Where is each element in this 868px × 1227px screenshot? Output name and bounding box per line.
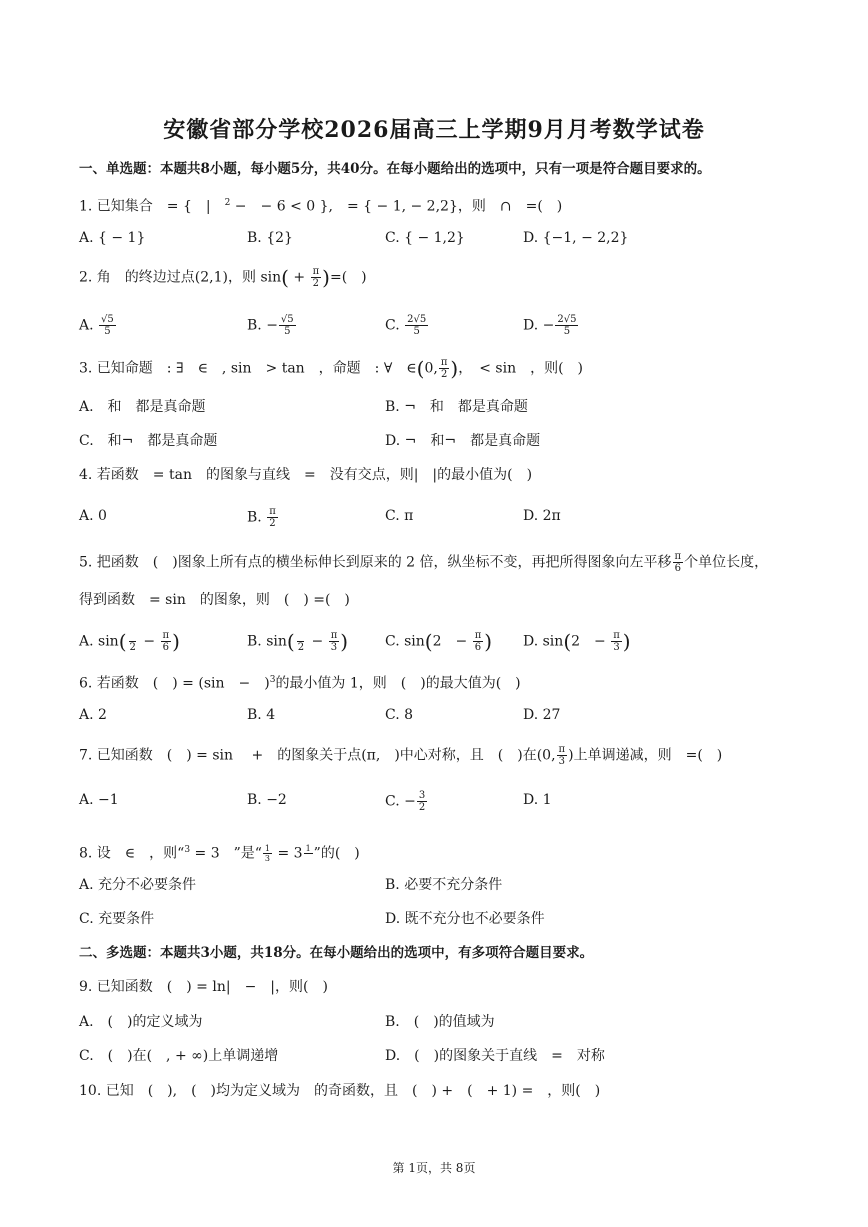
question-3: 3. 已知命题 : ∃ ∈ , sin > tan ，命题 : ∀ ∈(0, $\frac{\pi}{2}$ )， < sin ，则( ) (79, 356, 584, 381)
section-multiple-choice: 二、多选题：本题共3小题，共18分。在每小题给出的选项中，有多项符合题目要求。 (79, 945, 594, 961)
option-d[interactable]: D. − $\frac{2√5}{5}$ (523, 314, 577, 337)
question-2-options (0, 314, 868, 337)
question-10: 10. 已知 ( ), ( )均为定义域为 的奇函数，且 ( ) + ( + 1) = ，则( ) (79, 1083, 601, 1099)
option-a[interactable]: A. { − 1} (79, 230, 146, 246)
option-a[interactable]: A. 和 都是真命题 (79, 399, 206, 415)
question-9-options-row-1 (0, 1012, 868, 1032)
question-4: 4. 若函数 = tan 的图象与直线 = 没有交点，则| |的最小值为( ) (79, 467, 533, 483)
option-d[interactable]: D. 既不充分也不必要条件 (385, 911, 545, 927)
option-a[interactable]: A. ( )的定义域为 (79, 1014, 203, 1030)
option-b[interactable]: B. sin( 2 − $\frac{\pi}{3}$ ) (247, 629, 349, 654)
option-b[interactable]: B. ¬ 和 都是真命题 (385, 399, 528, 415)
option-c[interactable]: C. 8 (385, 707, 414, 723)
option-a[interactable]: A. 0 (79, 508, 107, 524)
question-9-options-row-2 (0, 1046, 868, 1066)
question-4-options (0, 506, 868, 529)
option-a[interactable]: A. $\frac{√5}{5}$ (79, 314, 114, 337)
option-c[interactable]: C. − $\frac{3}{2}$ (385, 790, 426, 813)
option-a[interactable]: A. 充分不必要条件 (79, 877, 197, 893)
question-9: 9. 已知函数 ( ) = ln| − |，则( ) (79, 979, 328, 995)
question-8: 8. 设 ∈ ，则“$^3$ = 3 ”是“ $\frac{1}{3}$ = 3 1 ”的( ) (79, 844, 360, 864)
option-a[interactable]: A. −1 (79, 792, 119, 808)
option-d[interactable]: D. ¬ 和¬ 都是真命题 (385, 433, 541, 449)
option-d[interactable]: D. 1 (523, 792, 552, 808)
option-c[interactable]: C. sin(2 − $\frac{\pi}{6}$ ) (385, 629, 493, 654)
option-d[interactable]: D. {−1, − 2,2} (523, 230, 629, 246)
question-3-options-row-2 (0, 431, 868, 451)
question-2: 2. 角 的终边过点(2,1)，则 sin( + $\frac{\pi}{2}$ )=( ) (79, 265, 367, 290)
option-d[interactable]: D. sin(2 − $\frac{\pi}{3}$ ) (523, 629, 631, 654)
question-6: 6. 若函数 ( ) = (sin − )$^3$的最小值为 1，则 ( )的最大值为( ) (79, 675, 521, 692)
fraction-pi-over-2: $\frac{\pi}{2}$ (312, 266, 320, 289)
question-7-options (0, 790, 868, 813)
option-c[interactable]: C. { − 1,2} (385, 230, 465, 246)
option-b[interactable]: B. − $\frac{√5}{5}$ (247, 314, 294, 337)
option-a[interactable]: A. 2 (79, 707, 107, 723)
option-d[interactable]: D. 2π (523, 508, 561, 524)
option-b[interactable]: B. ( )的值域为 (385, 1014, 495, 1030)
question-7: 7. 已知函数 ( ) = sin + 的图象关于点(π, )中心对称，且 ( )在(0, $\frac{\pi}{3}$ )上单调递减，则 =( ) (79, 744, 723, 767)
question-8-options-row-2 (0, 909, 868, 929)
question-5: 5. 把函数 ( )图象上所有点的横坐标伸长到原来的 2 倍，纵坐标不变，再把所得图象向左平移 $\frac{\pi}{6}$ 个单位长度， (79, 551, 769, 574)
page-title: 安徽省部分学校2026届高三上学期9月月考数学试卷 (163, 117, 705, 143)
option-c[interactable]: C. π (385, 508, 414, 524)
question-1-options (0, 228, 868, 248)
option-b[interactable]: B. $\frac{\pi}{2}$ (247, 506, 276, 529)
question-1: 1. 已知集合 = { | $^2$ − − 6 < 0 }, = { − 1, − 2,2}，则 ∩ =( ) (79, 198, 563, 215)
section-single-choice: 一、单选题：本题共8小题，每小题5分，共40分。在每小题给出的选项中，只有一项是符合题目要求的。 (79, 161, 711, 177)
option-b[interactable]: B. {2} (247, 230, 293, 246)
question-5-options (0, 629, 868, 654)
question-5-line-2: 得到函数 = sin 的图象，则 ( ) =( ) (79, 592, 350, 608)
option-c[interactable]: C. ( )在( , + ∞)上单调递增 (79, 1048, 279, 1064)
question-3-options-row-1 (0, 397, 868, 417)
option-b[interactable]: B. −2 (247, 792, 287, 808)
page-footer: 第 1页，共 8页 (392, 1161, 476, 1175)
option-c[interactable]: C. 充要条件 (79, 911, 155, 927)
option-b[interactable]: B. 4 (247, 707, 276, 723)
option-c[interactable]: C. 和¬ 都是真命题 (79, 433, 218, 449)
option-d[interactable]: D. 27 (523, 707, 561, 723)
question-8-options-row-1 (0, 875, 868, 895)
option-c[interactable]: C. $\frac{2√5}{5}$ (385, 314, 427, 337)
option-a[interactable]: A. sin( 2 − $\frac{\pi}{6}$ ) (79, 629, 180, 654)
option-d[interactable]: D. ( )的图象关于直线 = 对称 (385, 1048, 605, 1064)
option-b[interactable]: B. 必要不充分条件 (385, 877, 503, 893)
question-6-options (0, 705, 868, 725)
